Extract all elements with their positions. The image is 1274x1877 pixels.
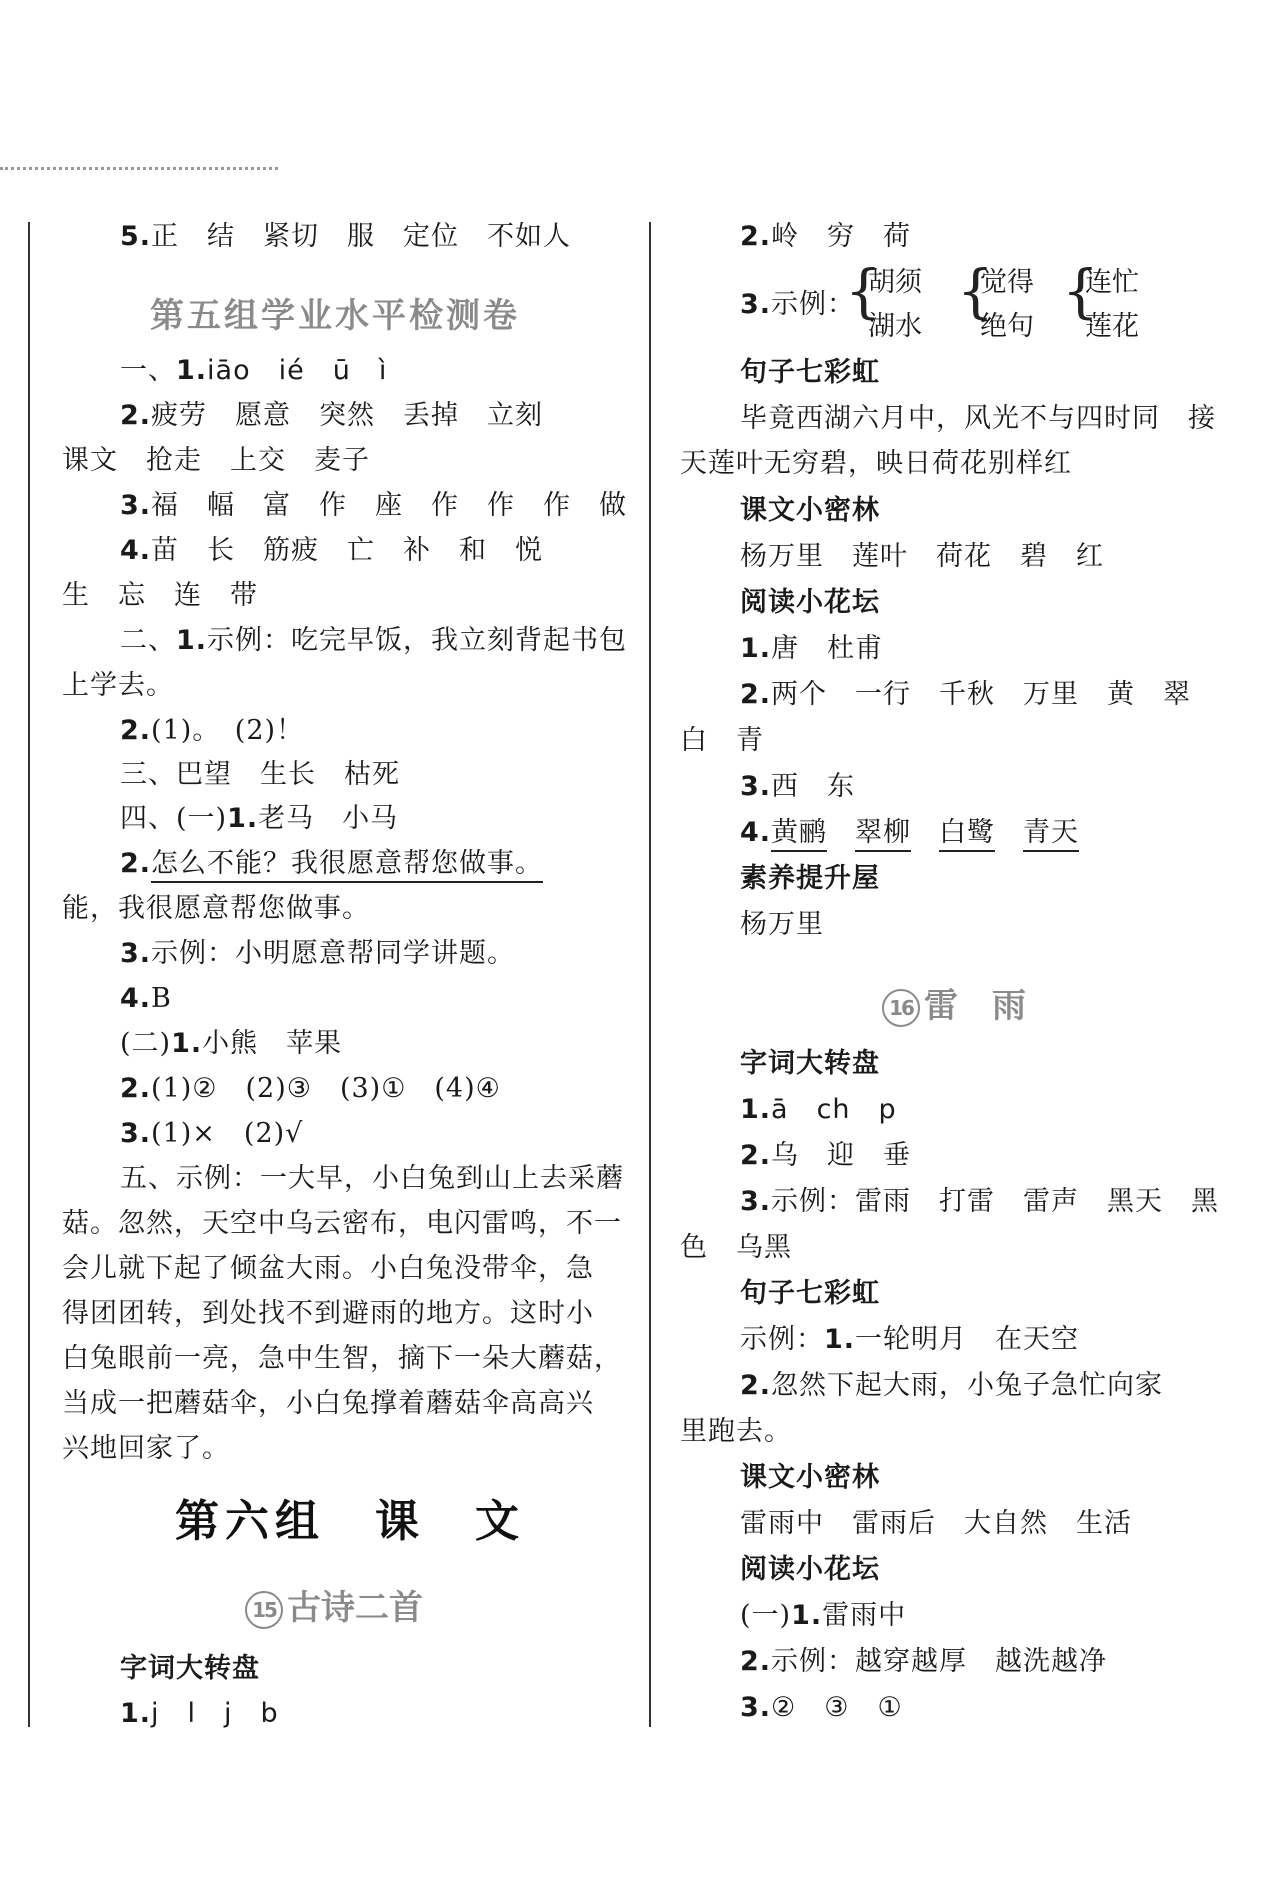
answer-line: 3.示例： xyxy=(740,289,856,320)
answer-line: 3.福 幅 富 作 座 作 作 作 做 xyxy=(120,490,628,521)
answer-line: 毕竟西湖六月中，风光不与四时同 接 xyxy=(740,403,1216,434)
answer-line: 菇。忽然，天空中乌云密布，电闪雷鸣，不一 xyxy=(62,1208,622,1239)
answer-line: 示例：1.一轮明月 在天空 xyxy=(740,1324,1080,1355)
answer-line: 3.示例：雷雨 打雷 雷声 黑天 黑 xyxy=(740,1186,1220,1217)
answer-line: 里跑去。 xyxy=(680,1416,792,1447)
subsection-heading: 阅读小花坛 xyxy=(740,587,880,618)
brace-3: { xyxy=(1062,257,1099,325)
answer-line: 1.唐 杜甫 xyxy=(740,633,884,664)
column-divider xyxy=(649,222,651,1727)
answer-line: 杨万里 xyxy=(740,909,824,940)
answer-line: 当成一把蘑菇伞，小白兔撑着蘑菇伞高高兴 xyxy=(62,1388,594,1419)
answer-line: 色 乌黑 xyxy=(680,1232,792,1263)
subsection-heading: 字词大转盘 xyxy=(120,1653,260,1684)
answer-line: 1.ā ch p xyxy=(740,1094,897,1125)
answer-line: 能，我很愿意帮您做事。 xyxy=(62,893,370,924)
answer-line: 三、巴望 生长 枯死 xyxy=(120,759,400,790)
answer-line: 2.怎么不能？我很愿意帮您做事。 xyxy=(120,847,543,881)
answer-line: 3.示例：小明愿意帮同学讲题。 xyxy=(120,938,516,969)
subsection-heading: 句子七彩虹 xyxy=(740,357,880,388)
brace-1: { xyxy=(845,257,882,325)
answer-line: 2.岭 穷 荷 xyxy=(740,221,912,252)
answer-line: 课文 抢走 上交 麦子 xyxy=(62,445,370,476)
answer-line: 2.两个 一行 千秋 万里 黄 翠 xyxy=(740,679,1192,710)
lesson-number-badge: 16 xyxy=(882,989,920,1027)
answer-line: 一、1.iāo ié ū ì xyxy=(120,355,388,386)
answer-line: 4.B xyxy=(120,983,172,1014)
answer-line: 2.(1)② (2)③ (3)① (4)④ xyxy=(120,1073,501,1104)
answer-line: 3.② ③ ① xyxy=(740,1692,903,1723)
pair-word: 莲花 xyxy=(1085,311,1139,342)
subsection-heading: 阅读小花坛 xyxy=(740,1554,880,1585)
subsection-heading: 句子七彩虹 xyxy=(740,1278,880,1309)
lesson-number-badge: 15 xyxy=(245,1591,283,1629)
answer-line: 2.疲劳 愿意 突然 丢掉 立刻 xyxy=(120,400,544,431)
answer-line: 2.(1)。 (2)！ xyxy=(120,715,305,746)
pair-word: 胡须 xyxy=(868,267,922,298)
answer-line: 会儿就下起了倾盆大雨。小白兔没带伞，急 xyxy=(62,1253,594,1284)
answer-line: 白兔眼前一亮，急中生智，摘下一朵大蘑菇， xyxy=(62,1343,622,1374)
answer-line: 上学去。 xyxy=(62,670,174,701)
answer-line: 白 青 xyxy=(680,725,764,756)
group-title: 第六组 课 文 xyxy=(175,1496,525,1547)
answer-line: 4.苗 长 筋疲 亡 补 和 悦 xyxy=(120,535,544,566)
answer-line: 雷雨中 雷雨后 大自然 生活 xyxy=(740,1508,1132,1539)
answer-line: 3.西 东 xyxy=(740,771,856,802)
answer-line: 兴地回家了。 xyxy=(62,1433,230,1464)
answer-line: 杨万里 莲叶 荷花 碧 红 xyxy=(740,541,1104,572)
lesson-title: 15 古诗二首 xyxy=(245,1580,423,1629)
lesson-title: 16 雷 雨 xyxy=(882,978,1026,1027)
answer-line: 二、1.示例：吃完早饭，我立刻背起书包 xyxy=(120,625,628,656)
left-margin-line xyxy=(28,222,30,1727)
subsection-heading: 素养提升屋 xyxy=(740,863,880,894)
answer-line: 四、(一)1.老马 小马 xyxy=(120,803,399,834)
pair-word: 觉得 xyxy=(980,267,1034,298)
subsection-heading: 课文小密林 xyxy=(740,495,880,526)
answer-line: 4.黄鹂 翠柳 白鹭 青天 xyxy=(740,816,1079,850)
pair-word: 湖水 xyxy=(868,311,922,342)
answer-line: (一)1.雷雨中 xyxy=(740,1600,907,1631)
answer-line: (二)1.小熊 苹果 xyxy=(120,1028,343,1059)
answer-line: 5.正 结 紧切 服 定位 不如人 xyxy=(120,221,572,252)
pair-word: 连忙 xyxy=(1085,267,1139,298)
answer-line: 3.(1)× (2)√ xyxy=(120,1118,304,1149)
pair-word: 绝句 xyxy=(980,311,1034,342)
answer-line: 2.示例：越穿越厚 越洗越净 xyxy=(740,1646,1108,1677)
subsection-heading: 课文小密林 xyxy=(740,1462,880,1493)
answer-line: 2.乌 迎 垂 xyxy=(740,1140,912,1171)
answer-line: 天莲叶无穷碧，映日荷花别样红 xyxy=(680,448,1072,479)
answer-line: 五、示例：一大早，小白兔到山上去采蘑 xyxy=(120,1163,624,1194)
brace-2: { xyxy=(957,257,994,325)
answer-line: 1.j l j b xyxy=(120,1698,279,1729)
subsection-heading: 字词大转盘 xyxy=(740,1048,880,1079)
section-title: 第五组学业水平检测卷 xyxy=(150,296,520,336)
answer-line: 2.忽然下起大雨，小兔子急忙向家 xyxy=(740,1370,1164,1401)
answer-line: 得团团转，到处找不到避雨的地方。这时小 xyxy=(62,1298,594,1329)
top-dotted-rule xyxy=(0,167,278,170)
answer-line: 生 忘 连 带 xyxy=(62,580,258,611)
